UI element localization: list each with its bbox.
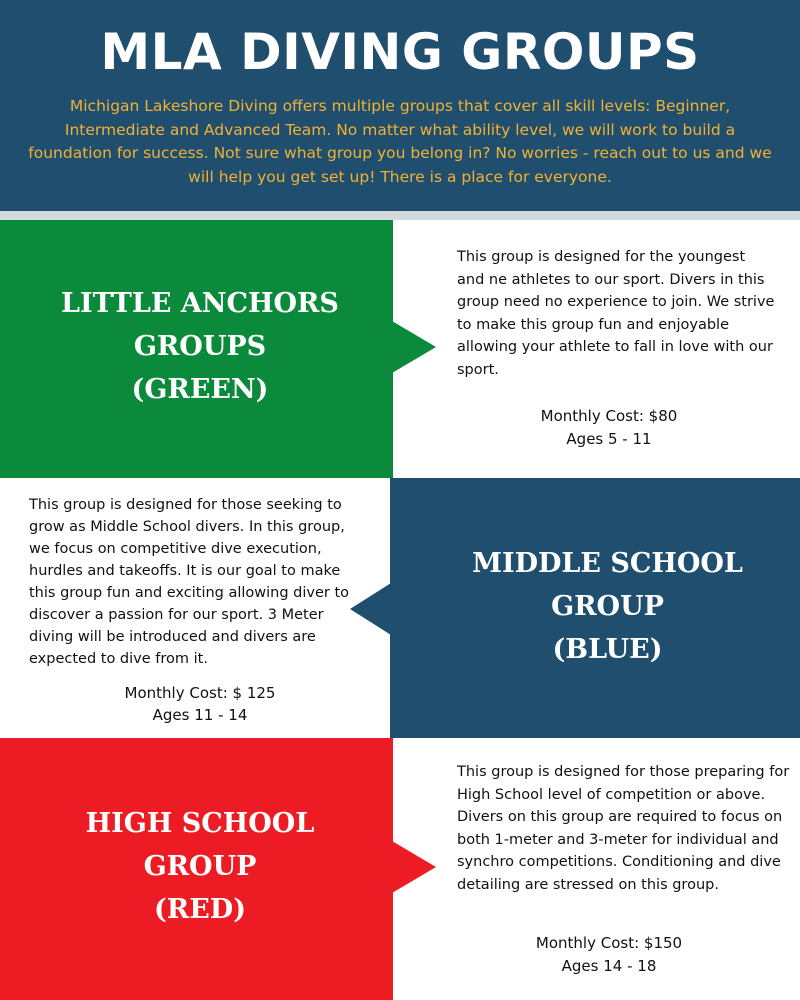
little-anchors-pricing: [457, 405, 761, 450]
page-title: MLA DIVING GROUPS: [100, 23, 700, 81]
middle-school-title: [420, 542, 795, 671]
group-name-line: (GREEN): [131, 374, 269, 405]
intro-paragraph: Michigan Lakeshore Diving offers multiple groups that cover all skill levels: Beginner, Intermediate and Advanced Team. No matter what ability level, we will work to build a foundation for success. Not sure what group you belong in? No worries - reach out to us and we will help you get set up! There is a place for everyone.: [28, 97, 772, 186]
monthly-cost: Monthly Cost: $ 125: [124, 684, 276, 702]
monthly-cost: Monthly Cost: $150: [535, 934, 683, 952]
group-name-line: (BLUE): [552, 634, 663, 665]
middle-school-pricing: [48, 683, 352, 726]
age-range: Ages 11 - 14: [152, 705, 248, 724]
group-name-line: GROUP: [551, 591, 664, 622]
group-name-line: GROUP: [143, 851, 257, 882]
header-banner: [0, 0, 800, 211]
monthly-cost: Monthly Cost: $80: [540, 407, 678, 425]
high-school-description: This group is designed for those preparing for High School level of competition or above. Divers on this group are required to focus on both 1-meter and 3-meter for individual and synchro competitions. Conditioning and dive detailing are stressed on this group.: [457, 764, 790, 893]
middle-school-description: This group is designed for those seeking to grow as Middle School divers. In this group, we focus on competitive dive execution, hurdles and takeoffs. It is our goal to make this group fun and exciting allowing diver to discover a passion for our sport. 3 Meter diving will be introduced and divers are expected to dive from it.: [29, 497, 350, 667]
little-anchors-title: [20, 282, 380, 411]
group-name-line: MIDDLE SCHOOL: [472, 548, 743, 579]
group-name-line: GROUPS: [133, 331, 267, 362]
high-school-title: [20, 802, 380, 931]
age-range: Ages 5 - 11: [566, 429, 652, 448]
group-name-line: HIGH SCHOOL: [85, 808, 315, 839]
red-arrow-shape: [392, 841, 436, 893]
high-school-pricing: [457, 932, 761, 977]
divider: [0, 211, 800, 220]
group-name-line: (RED): [154, 894, 246, 925]
green-arrow-shape: [392, 321, 436, 373]
group-name-line: LITTLE ANCHORS: [61, 288, 339, 319]
age-range: Ages 14 - 18: [561, 956, 657, 975]
little-anchors-description: This group is designed for the youngest and ne athletes to our sport. Divers in this group need no experience to join. We strive to make this group fun and enjoyable allowing your athlete to fall in love with our sport.: [457, 249, 775, 378]
